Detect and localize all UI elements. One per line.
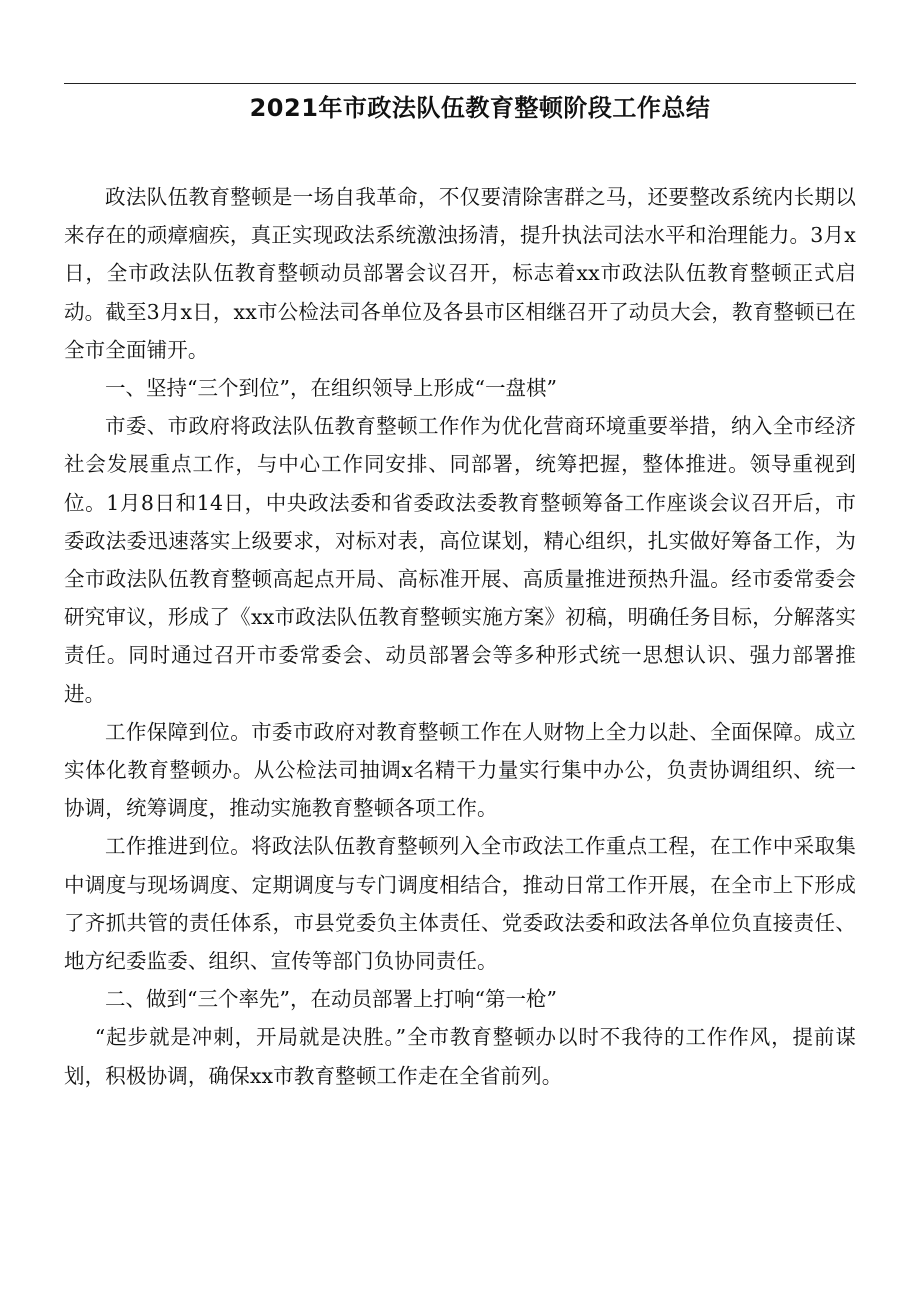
section-heading-2: 二、做到“三个率先”，在动员部署上打响“第一枪”	[105, 987, 557, 1012]
guarantee-paragraph: 工作保障到位。市委市政府对教育整顿工作在人财物上全力以赴、全面保障。成立实体化教育整顿办。从公检法司抽调x名精干力量实行集中办公，负责协调组织、统一协调，统筹调度，推动实施教育整顿各项工作。	[64, 719, 856, 821]
document-title: 2021年市政法队伍教育整顿阶段工作总结	[249, 94, 711, 122]
progress-paragraph: 工作推进到位。将政法队伍教育整顿列入全市政法工作重点工程，在工作中采取集中调度与现场调度、定期调度与专门调度相结合，推动日常工作开展，在全市上下形成了齐抓共管的责任体系，市县党委负主体责任、党委政法委和政法各单位负直接责任、地方纪委监委、组织、宣传等部门负协同责任。	[64, 834, 856, 974]
document-body	[64, 178, 856, 1095]
quote-paragraph: “起步就是冲刺，开局就是决胜。”全市教育整顿办以时不我待的工作作风，提前谋划，积极协调，确保xx市教育整顿工作走在全省前列。	[64, 1025, 856, 1088]
intro-paragraph: 政法队伍教育整顿是一场自我革命，不仅要清除害群之马，还要整改系统内长期以来存在的顽瘴痼疾，真正实现政法系统激浊扬清，提升执法司法水平和治理能力。3月x日，全市政法队伍教育整顿动员部署会议召开，标志着xx市政法队伍教育整顿正式启动。截至3月x日，xx市公检法司各单位及各县市区相继召开了动员大会，教育整顿已在全市全面铺开。	[64, 185, 856, 362]
header-rule	[64, 83, 856, 84]
section-heading-1: 一、坚持“三个到位”，在组织领导上形成“一盘棋”	[105, 376, 557, 401]
leadership-paragraph: 市委、市政府将政法队伍教育整顿工作作为优化营商环境重要举措，纳入全市经济社会发展重点工作，与中心工作同安排、同部署，统筹把握，整体推进。领导重视到位。1月8日和14日，中央政法委和省委政法委教育整顿筹备工作座谈会议召开后，市委政法委迅速落实上级要求，对标对表，高位谋划，精心组织，扎实做好筹备工作，为全市政法队伍教育整顿高起点开局、高标准开展、高质量推进预热升温。经市委常委会研究审议，形成了《xx市政法队伍教育整顿实施方案》初稿，明确任务目标，分解落实责任。同时通过召开市委常委会、动员部署会等多种形式统一思想认识、强力部署推进。	[64, 414, 856, 706]
